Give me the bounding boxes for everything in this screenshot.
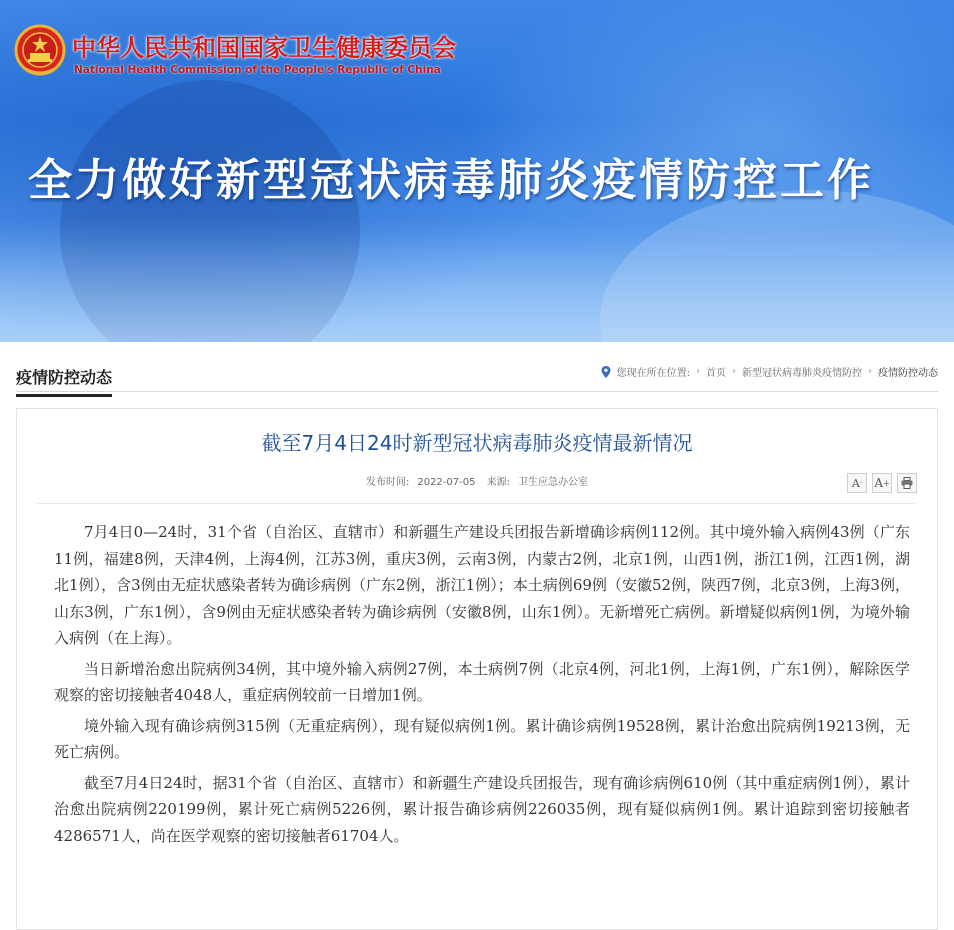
article-tools [847, 473, 917, 493]
article-body [54, 519, 910, 853]
banner-haze [0, 220, 954, 342]
header-banner [0, 0, 954, 342]
article-container [16, 408, 938, 930]
section-title: 疫情防控动态 [16, 365, 112, 397]
article-paragraph: 7月4日0—24时，31个省（自治区、直辖市）和新疆生产建设兵团报告新增确诊病例112例。其中境外输入病例43例（广东11例，福建8例，天津4例，上海4例，江苏3例，重庆3例，云南3例，内蒙古2例，北京1例，山西1例，浙江1例，江西1例，湖北1例），含3例由无症状感染者转为确诊病例（广东2例，浙江1例）；本土病例69例（安徽52例，陕西7例，北京3例，上海3例，山东3例，广东1例），含9例由无症状感染者转为确诊病例（安徽8例，山东1例）。无新增死亡病例。新增疑似病例1例，为境外输入病例（在上海）。 [54, 523, 910, 647]
article-paragraph: 截至7月4日24时，据31个省（自治区、直辖市）和新疆生产建设兵团报告，现有确诊病例610例（其中重症病例1例），累计治愈出院病例220199例，累计死亡病例5226例，累计报告确诊病例226035例，现有疑似病例1例。累计追踪到密切接触者4286571人，尚在医学观察的密切接触者61704人。 [54, 773, 910, 845]
article-paragraph: 境外输入现有确诊病例315例（无重症病例），现有疑似病例1例。累计确诊病例19528例，累计治愈出院病例19213例，无死亡病例。 [54, 716, 910, 761]
font-increase-button[interactable]: A + [872, 473, 892, 493]
section-header [16, 355, 938, 392]
print-button[interactable] [897, 473, 917, 493]
org-name-en[interactable]: National Health Commission of the People's Republic of China [74, 64, 441, 76]
source-name: 卫生应急办公室 [518, 477, 589, 488]
source-label: 来源: [486, 477, 511, 488]
breadcrumb-prefix: 您现在所在位置: [616, 368, 690, 379]
breadcrumb [601, 364, 938, 379]
org-name-cn[interactable]: 中华人民共和国国家卫生健康委员会 [72, 34, 456, 62]
banner-slogan: 全力做好新型冠状病毒肺炎疫情防控工作 [28, 155, 874, 206]
national-emblem-icon[interactable] [14, 24, 66, 78]
location-pin-icon [601, 366, 611, 378]
breadcrumb-separator: › [732, 366, 736, 377]
breadcrumb-separator: › [868, 366, 872, 377]
breadcrumb-home-link[interactable]: 首页 [706, 368, 726, 379]
breadcrumb-covid-link[interactable]: 新型冠状病毒肺炎疫情防控 [742, 368, 862, 379]
breadcrumb-separator: › [696, 366, 700, 377]
article-divider [37, 503, 915, 504]
article-meta [17, 473, 937, 488]
publish-date: 2022-07-05 [417, 477, 476, 488]
printer-icon [901, 477, 913, 489]
font-decrease-button[interactable]: A - [847, 473, 867, 493]
font-increase-label: A [874, 476, 883, 490]
article-title: 截至7月4日24时新型冠状病毒肺炎疫情最新情况 [261, 431, 693, 455]
breadcrumb-current-link[interactable]: 疫情防控动态 [878, 368, 938, 379]
publish-date-label: 发布时间: [365, 477, 410, 488]
font-decrease-label: A [851, 476, 860, 490]
article-paragraph: 当日新增治愈出院病例34例，其中境外输入病例27例，本土病例7例（北京4例，河北1例，上海1例，广东1例），解除医学观察的密切接触者4048人，重症病例较前一日增加1例。 [54, 659, 910, 704]
